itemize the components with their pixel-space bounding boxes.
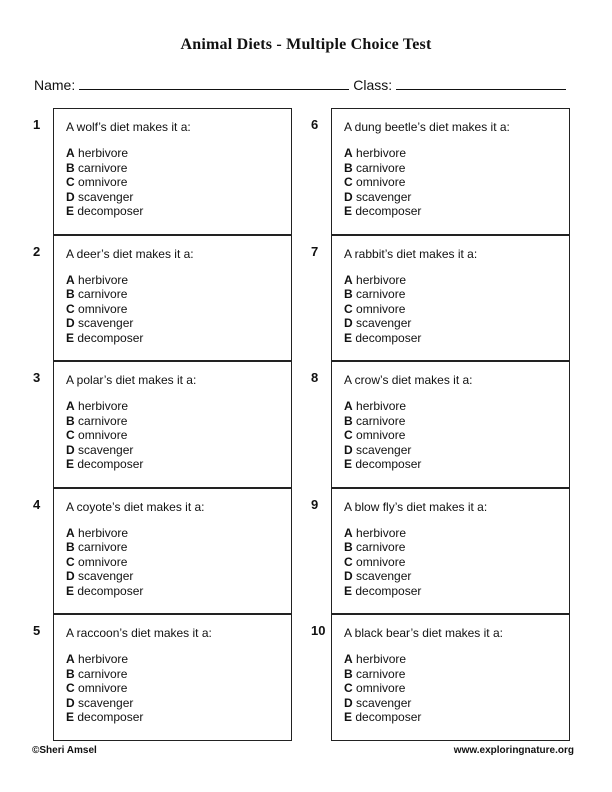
option-letter: B [344, 540, 353, 554]
answer-option-c[interactable] [66, 681, 291, 696]
option-text: omnivore [78, 175, 128, 189]
question-text: A blow fly’s diet makes it a: [344, 499, 488, 514]
answer-option-b[interactable] [344, 414, 569, 429]
option-letter: A [344, 652, 353, 666]
option-letter: B [66, 666, 75, 681]
answer-option-a[interactable] [344, 652, 569, 667]
question-text: A black bear’s diet makes it a: [344, 626, 503, 640]
answer-option-d[interactable] [344, 316, 569, 331]
answer-option-d[interactable] [66, 569, 291, 584]
option-text: carnivore [356, 540, 406, 554]
option-text: carnivore [78, 413, 128, 428]
answer-option-a[interactable] [344, 399, 569, 414]
option-text: scavenger [78, 316, 134, 330]
answer-option-c[interactable] [66, 428, 291, 443]
class-label: Class: [353, 77, 393, 93]
question-number: 4 [33, 496, 41, 512]
option-text: decomposer [355, 204, 422, 218]
option-text: carnivore [78, 287, 128, 301]
option-letter: D [344, 316, 353, 330]
option-letter: C [66, 301, 75, 316]
option-letter: E [344, 330, 353, 345]
option-letter: C [66, 554, 75, 569]
answer-option-c[interactable] [344, 302, 569, 317]
question-number: 3 [33, 370, 41, 385]
option-letter: E [344, 457, 353, 471]
option-letter: D [344, 569, 353, 583]
answer-option-b[interactable] [66, 540, 291, 555]
option-letter: A [344, 146, 353, 160]
question-box [53, 235, 292, 362]
option-text: herbivore [78, 146, 129, 160]
option-text: herbivore [78, 525, 129, 540]
option-letter: D [344, 189, 353, 204]
option-letter: D [66, 695, 75, 710]
answer-option-d[interactable] [66, 696, 291, 711]
option-text: omnivore [356, 175, 406, 189]
question-number: 10 [311, 623, 326, 638]
option-letter: D [344, 695, 353, 710]
question-box [331, 614, 570, 741]
answer-option-d[interactable] [344, 569, 569, 584]
question-box [53, 108, 292, 235]
question-number: 5 [33, 623, 41, 638]
option-letter: A [344, 525, 353, 540]
answer-option-e[interactable] [344, 710, 569, 725]
option-letter: A [66, 652, 75, 666]
answer-option-a[interactable] [66, 652, 291, 667]
option-text: carnivore [356, 413, 406, 428]
option-text: carnivore [356, 287, 406, 301]
option-text: decomposer [77, 583, 144, 598]
answer-option-e[interactable] [66, 710, 291, 725]
option-letter: A [66, 272, 75, 287]
answer-option-c[interactable] [66, 302, 291, 317]
option-text: scavenger [78, 189, 134, 204]
answer-option-e[interactable] [344, 584, 569, 599]
answer-option-c[interactable] [344, 428, 569, 443]
answer-option-b[interactable] [66, 667, 291, 682]
answer-option-b[interactable] [344, 287, 569, 302]
answer-option-b[interactable] [344, 540, 569, 555]
question-box [53, 488, 292, 615]
option-letter: B [66, 540, 75, 554]
option-text: scavenger [78, 442, 134, 457]
question-text: A dung beetle’s diet makes it a: [344, 120, 510, 134]
option-letter: B [344, 666, 353, 681]
question-text: A crow’s diet makes it a: [344, 373, 473, 387]
option-letter: E [66, 583, 75, 598]
answer-option-a[interactable] [66, 399, 291, 414]
option-text: omnivore [78, 428, 128, 442]
option-letter: C [344, 301, 353, 316]
option-text: herbivore [356, 146, 407, 160]
question-box [331, 235, 570, 362]
question-text: A coyote’s diet makes it a: [66, 499, 205, 514]
option-letter: E [66, 710, 75, 724]
answer-option-e[interactable] [66, 457, 291, 472]
question-text: A deer’s diet makes it a: [66, 246, 194, 261]
option-text: carnivore [78, 540, 128, 554]
option-letter: E [66, 204, 75, 218]
name-label: Name: [34, 77, 76, 93]
name-field[interactable] [79, 77, 349, 90]
option-letter: B [344, 287, 353, 301]
option-text: omnivore [78, 681, 128, 695]
answer-option-a[interactable] [66, 146, 291, 161]
option-letter: E [344, 710, 353, 724]
answer-option-b[interactable] [66, 287, 291, 302]
option-letter: C [66, 175, 75, 189]
answer-option-c[interactable] [66, 175, 291, 190]
question-text: A wolf’s diet makes it a: [66, 120, 191, 134]
option-text: scavenger [356, 569, 412, 583]
option-text: decomposer [355, 330, 422, 345]
answer-option-d[interactable] [344, 443, 569, 458]
option-letter: B [344, 160, 353, 175]
option-text: scavenger [356, 442, 412, 457]
answer-option-d[interactable] [344, 190, 569, 205]
option-letter: C [344, 681, 353, 695]
option-text: scavenger [78, 695, 134, 710]
question-box [331, 361, 570, 488]
option-text: decomposer [77, 204, 144, 218]
option-letter: C [66, 428, 75, 442]
option-letter: E [66, 330, 75, 345]
option-text: omnivore [78, 554, 128, 569]
question-number: 8 [311, 370, 319, 385]
answer-option-e[interactable] [66, 331, 291, 346]
option-letter: E [344, 583, 353, 598]
question-box [331, 108, 570, 235]
page-title: Animal Diets - Multiple Choice Test [180, 36, 432, 53]
option-text: herbivore [356, 272, 407, 287]
option-letter: D [66, 316, 75, 330]
option-text: carnivore [356, 160, 406, 175]
option-text: omnivore [356, 301, 406, 316]
answer-option-e[interactable] [66, 584, 291, 599]
answer-option-b[interactable] [344, 161, 569, 176]
option-text: herbivore [356, 525, 407, 540]
option-letter: D [344, 442, 353, 457]
option-text: omnivore [356, 554, 406, 569]
question-box [331, 488, 570, 615]
question-number: 6 [311, 117, 319, 132]
question-text: A rabbit’s diet makes it a: [344, 246, 478, 261]
option-letter: E [344, 204, 353, 218]
class-field[interactable] [396, 77, 566, 90]
option-text: carnivore [356, 666, 406, 681]
question-number: 1 [33, 117, 41, 132]
answer-option-d[interactable] [66, 190, 291, 205]
option-letter: C [66, 681, 75, 695]
answer-option-e[interactable] [344, 457, 569, 472]
question-text: A polar’s diet makes it a: [66, 373, 197, 387]
question-number: 9 [311, 496, 319, 512]
answer-option-b[interactable] [344, 667, 569, 682]
option-text: decomposer [77, 710, 144, 724]
answer-option-a[interactable] [344, 146, 569, 161]
question-box [53, 614, 292, 741]
answer-option-c[interactable] [344, 681, 569, 696]
option-text: omnivore [356, 681, 406, 695]
option-letter: B [66, 160, 75, 175]
option-letter: C [344, 428, 353, 442]
option-letter: C [344, 554, 353, 569]
option-text: omnivore [78, 301, 128, 316]
option-letter: B [66, 287, 75, 301]
question-number: 2 [33, 243, 41, 259]
answer-option-d[interactable] [344, 696, 569, 711]
option-text: herbivore [356, 399, 407, 413]
answer-option-a[interactable] [344, 273, 569, 288]
option-text: decomposer [355, 710, 422, 724]
option-letter: B [66, 413, 75, 428]
answer-option-e[interactable] [344, 331, 569, 346]
option-letter: A [66, 399, 75, 413]
option-text: herbivore [78, 399, 129, 413]
option-text: herbivore [356, 652, 407, 666]
option-text: carnivore [78, 160, 128, 175]
answer-option-d[interactable] [66, 316, 291, 331]
answer-option-a[interactable] [344, 526, 569, 541]
option-letter: E [66, 457, 75, 471]
option-letter: A [66, 525, 75, 540]
answer-option-b[interactable] [66, 161, 291, 176]
answer-option-b[interactable] [66, 414, 291, 429]
answer-option-c[interactable] [344, 175, 569, 190]
option-text: scavenger [356, 316, 412, 330]
option-text: decomposer [355, 583, 422, 598]
name-class-line [34, 77, 574, 93]
answer-option-a[interactable] [66, 526, 291, 541]
option-text: scavenger [78, 569, 134, 583]
answer-option-d[interactable] [66, 443, 291, 458]
answer-option-c[interactable] [344, 555, 569, 570]
option-letter: C [344, 175, 353, 189]
option-text: decomposer [355, 457, 422, 471]
question-text: A raccoon’s diet makes it a: [66, 626, 212, 640]
answer-option-e[interactable] [66, 204, 291, 219]
answer-option-a[interactable] [66, 273, 291, 288]
option-text: herbivore [78, 272, 129, 287]
option-letter: D [66, 189, 75, 204]
option-text: scavenger [356, 189, 412, 204]
option-letter: D [66, 569, 75, 583]
option-text: omnivore [356, 428, 406, 442]
option-text: carnivore [78, 666, 128, 681]
copyright: ©Sheri Amsel [32, 745, 97, 756]
option-text: herbivore [78, 652, 129, 666]
option-text: decomposer [77, 457, 144, 471]
option-letter: B [344, 413, 353, 428]
answer-option-c[interactable] [66, 555, 291, 570]
website-link[interactable]: www.exploringnature.org [453, 745, 574, 756]
question-number: 7 [311, 243, 319, 259]
option-text: scavenger [356, 695, 412, 710]
option-letter: A [344, 399, 353, 413]
option-text: decomposer [77, 330, 144, 345]
option-letter: A [344, 272, 353, 287]
option-letter: A [66, 146, 75, 160]
option-letter: D [66, 442, 75, 457]
answer-option-e[interactable] [344, 204, 569, 219]
question-box [53, 361, 292, 488]
